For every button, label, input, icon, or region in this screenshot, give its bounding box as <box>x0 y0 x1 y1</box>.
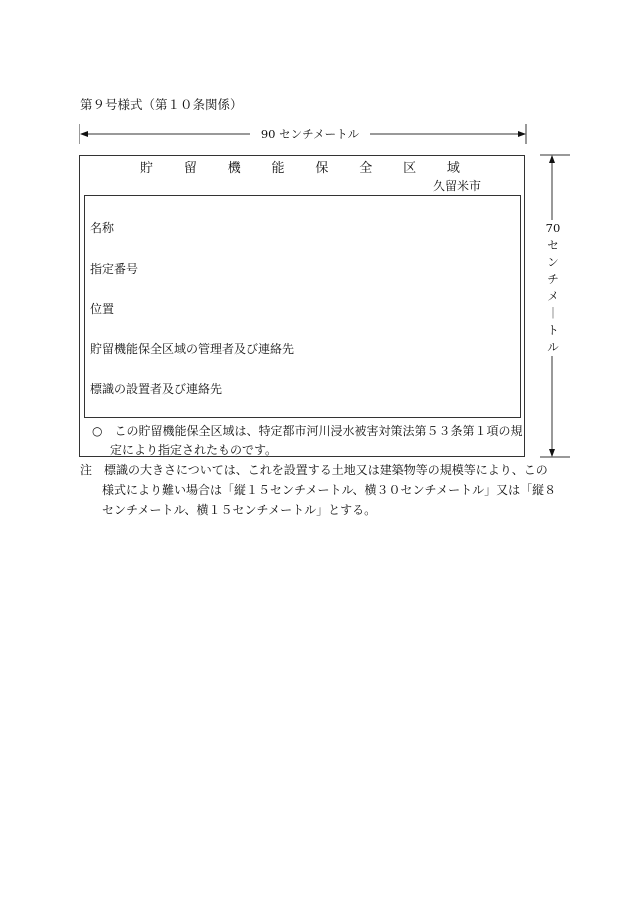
sign-title-char: 貯 <box>140 161 154 176</box>
designation-statement: ○ この貯留機能保全区域は、特定都市河川浸水被害対策法第５３条第１項の規 <box>92 424 523 438</box>
height-dimension-label <box>543 220 563 356</box>
field-manager-contact-label: 貯留機能保全区域の管理者及び連絡先 <box>90 342 295 356</box>
height-label-char: ン <box>547 255 559 269</box>
sign-title <box>140 157 460 176</box>
sign-title-char: 域 <box>446 161 460 176</box>
width-dimension-label: 90 センチメートル <box>250 126 370 142</box>
height-label-char: ル <box>547 340 559 354</box>
field-location-label: 位置 <box>90 302 115 316</box>
sign-title-char: 区 <box>403 161 417 176</box>
form-number: 第９号様式（第１０条関係） <box>80 97 243 112</box>
field-designation-number-label: 指定番号 <box>90 262 139 276</box>
height-label-char: ト <box>547 323 559 337</box>
sign-title-char: 全 <box>359 161 373 176</box>
sign-title-char: 保 <box>315 161 329 176</box>
height-label-char: メ <box>547 289 559 303</box>
field-installer-contact-label: 標識の設置者及び連絡先 <box>90 382 223 396</box>
sign-title-char: 能 <box>271 161 285 176</box>
height-label-char: ｜ <box>547 306 559 320</box>
size-note <box>80 460 557 520</box>
designation-statement-continued: 定により指定されたものです。 <box>110 443 278 457</box>
city-name: 久留米市 <box>433 179 482 193</box>
field-name-label: 名称 <box>90 221 115 235</box>
sign-title-char: 機 <box>227 161 241 176</box>
sign-title-char: 留 <box>183 161 197 176</box>
size-note-line: 様式により難い場合は「縦１５センチメートル、横３０センチメートル」又は「縦８ <box>102 483 557 497</box>
height-label-char: チ <box>547 272 559 286</box>
height-label-char: セ <box>547 238 559 252</box>
height-label-char: 70 <box>545 221 561 235</box>
size-note-line: 注 標識の大きさについては、これを設置する土地又は建築物等の規模等により、この <box>80 463 548 477</box>
size-note-line: センチメートル、横１５センチメートル」とする。 <box>102 503 377 517</box>
